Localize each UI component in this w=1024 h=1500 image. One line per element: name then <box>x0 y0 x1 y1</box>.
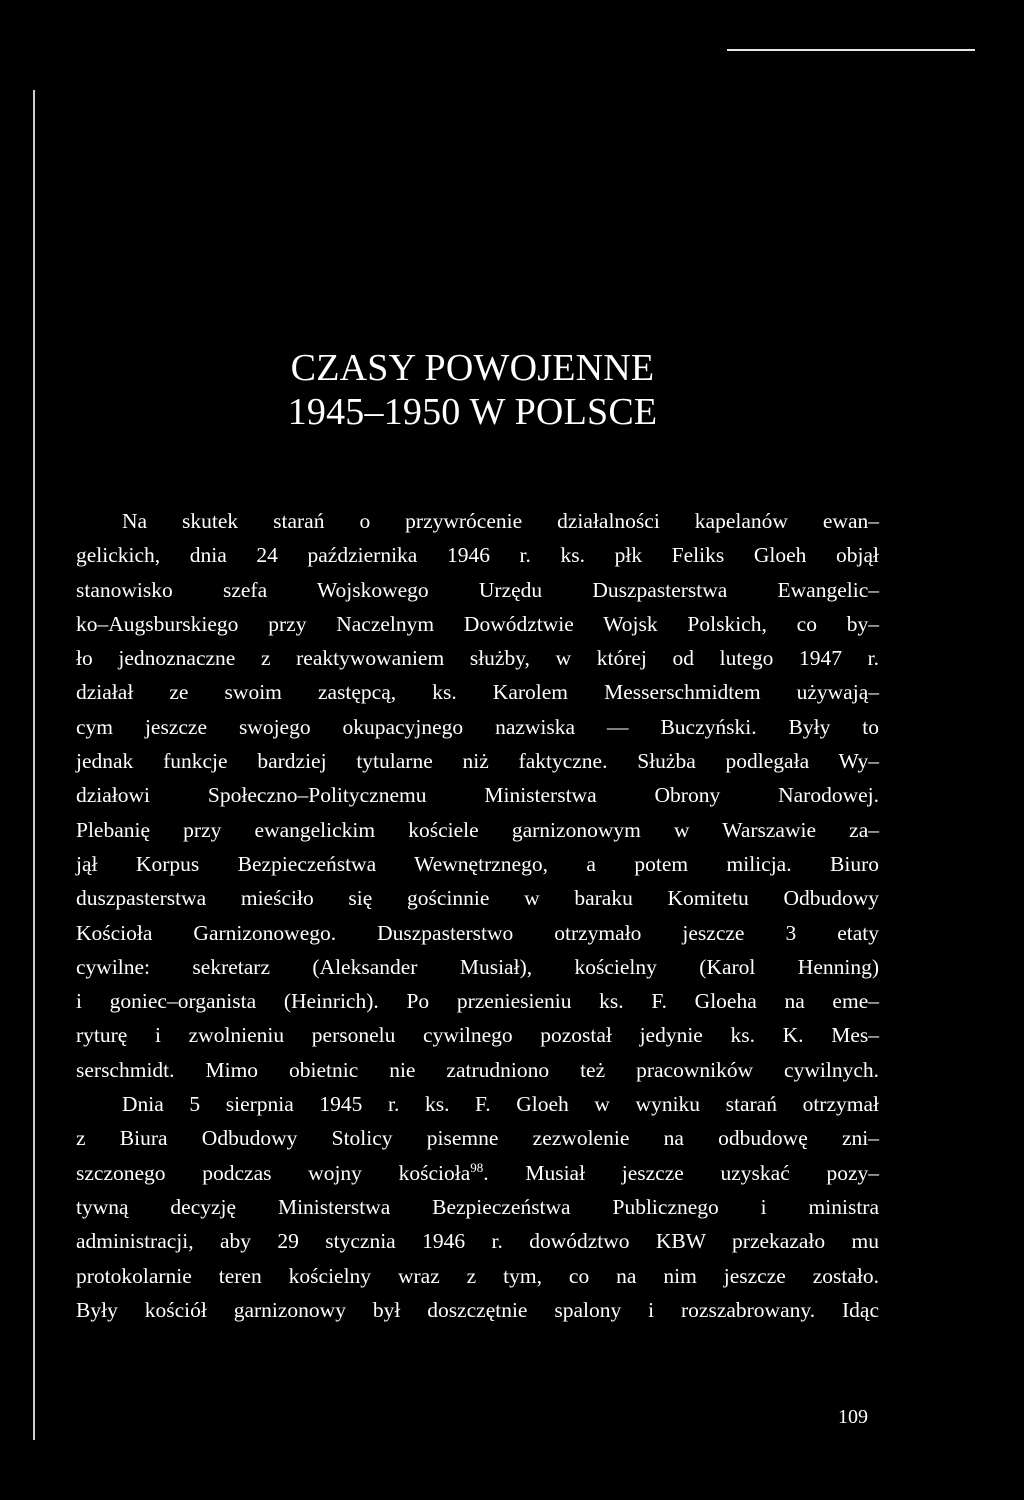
footnote-marker: 98 <box>470 1159 484 1175</box>
text-segment: . Musiał jeszcze uzyskać pozy– <box>483 1160 879 1185</box>
chapter-title-line-2: 1945–1950 W POLSCE <box>287 391 658 433</box>
chapter-title <box>0 346 945 434</box>
text-line: duszpasterstwa mieściło się gościnnie w baraku Komitetu Odbudowy <box>76 886 879 911</box>
text-line: i goniec–organista (Heinrich). Po przeniesieniu ks. F. Gloeha na eme– <box>76 989 879 1014</box>
text-line: Plebanię przy ewangelickim kościele garnizonowym w Warszawie za– <box>76 817 879 842</box>
text-line: gelickich, dnia 24 października 1946 r. ks. płk Feliks Gloeh objął <box>76 543 879 568</box>
text-line: z Biura Odbudowy Stolicy pisemne zezwolenie na odbudowę zni– <box>76 1126 879 1151</box>
text-line: stanowisko szefa Wojskowego Urzędu Duszpasterstwa Ewangelic– <box>76 577 879 602</box>
text-line: ryturę i zwolnieniu personelu cywilnego pozostał jedynie ks. K. Mes– <box>76 1023 879 1048</box>
text-segment: szczonego podczas wojny kościoła <box>76 1160 471 1185</box>
text-line: cym jeszcze swojego okupacyjnego nazwiska — Buczyński. Były to <box>76 714 879 739</box>
chapter-title-line-1: CZASY POWOJENNE <box>290 347 655 389</box>
page-number: 109 <box>838 1406 868 1428</box>
text-line: cywilne: sekretarz (Aleksander Musiał), kościelny (Karol Henning) <box>76 954 879 979</box>
text-line: Na skutek starań o przywrócenie działalności kapelanów ewan– <box>122 509 879 533</box>
text-line: działowi Społeczno–Politycznemu Ministerstwa Obrony Narodowej. <box>76 783 879 808</box>
paragraph-2 <box>76 1087 879 1327</box>
text-line: administracji, aby 29 stycznia 1946 r. dowództwo KBW przekazało mu <box>76 1229 879 1254</box>
text-line <box>76 1156 879 1190</box>
text-line: jął Korpus Bezpieczeństwa Wewnętrznego, a potem milicja. Biuro <box>76 851 879 876</box>
page-edge-line <box>33 90 35 1440</box>
text-line: Dnia 5 sierpnia 1945 r. ks. F. Gloeh w wyniku starań otrzymał <box>122 1092 879 1117</box>
text-line: protokolarnie teren kościelny wraz z tym, co na nim jeszcze zostało. <box>76 1263 879 1288</box>
text-line: działał ze swoim zastępcą, ks. Karolem Messerschmidtem używają– <box>76 680 879 705</box>
text-line: jednak funkcje bardziej tytularne niż faktyczne. Służba podlegała Wy– <box>76 749 879 774</box>
text-line: ko–Augsburskiego przy Naczelnym Dowództwie Wojsk Polskich, co by– <box>76 611 879 636</box>
text-line: Kościoła Garnizonowego. Duszpasterstwo otrzymało jeszcze 3 etaty <box>76 920 879 945</box>
paragraph-1 <box>76 504 879 1087</box>
top-rule <box>727 49 975 51</box>
text-line: Były kościół garnizonowy był doszczętnie spalony i rozszabrowany. Idąc <box>76 1297 879 1322</box>
text-line: tywną decyzję Ministerstwa Bezpieczeństwa Publicznego i ministra <box>76 1194 879 1219</box>
text-line: serschmidt. Mimo obietnic nie zatrudniono też pracowników cywilnych. <box>76 1057 879 1082</box>
text-line: ło jednoznaczne z reaktywowaniem służby, w której od lutego 1947 r. <box>76 646 879 671</box>
body-text <box>76 504 879 1327</box>
